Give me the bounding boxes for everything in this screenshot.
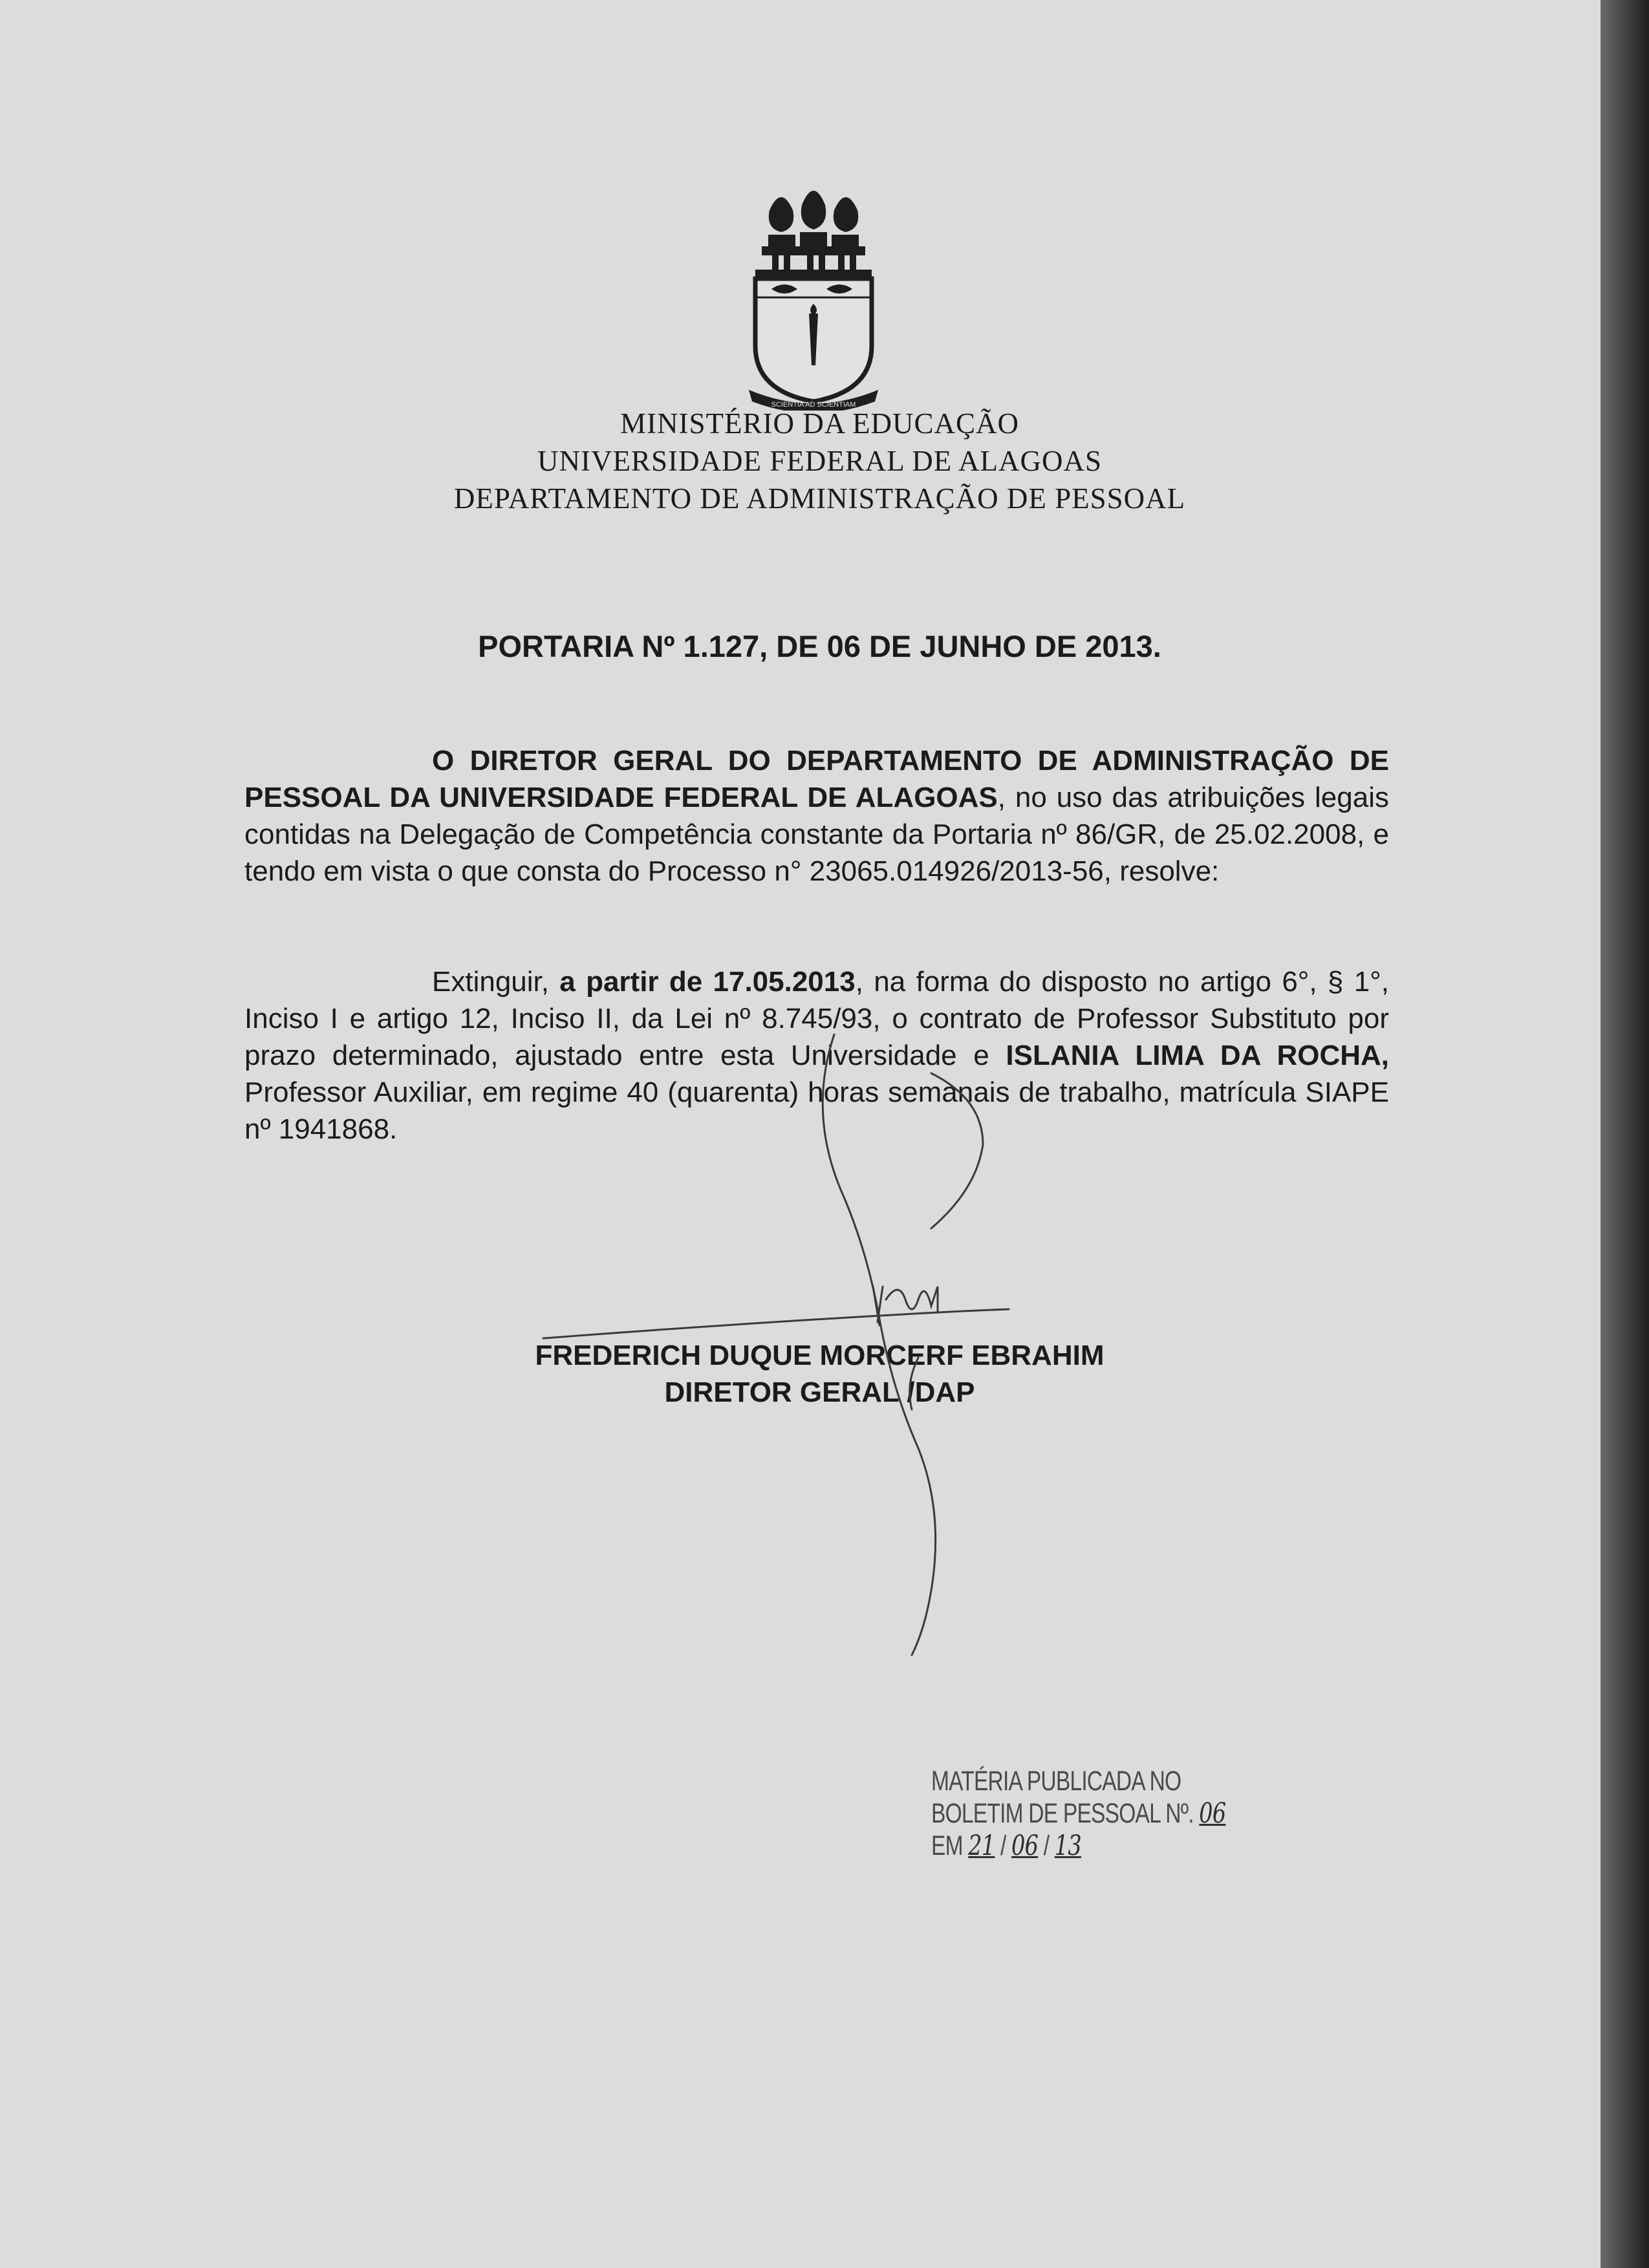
stamp-line-3: EM 21 / 06 / 13 [931,1830,1081,1862]
preamble-text: , no uso das atribuições legais contidas na Delegação de Competência constante da Portaria nº 86/GR, de 25.02.2008, e tendo em vista o que consta do Processo n° 23065.014926/2013-56, resolve: [244,782,1389,887]
stamp-bulletin-label: BOLETIM DE PESSOAL Nº. [931,1798,1194,1829]
publication-stamp [931,1765,1226,1862]
department-line: DEPARTAMENTO DE ADMINISTRAÇÃO DE PESSOAL [453,482,1186,515]
stamp-date-month: 06 [1011,1830,1039,1862]
signer-name: FREDERICH DUQUE MORCERF EBRAHIM [535,1340,1105,1371]
ministry-line: MINISTÉRIO DA EDUCAÇÃO [620,407,1019,440]
signature-block [0,1337,1600,1411]
resolution-paragraph [244,963,1389,1148]
ordinance-title: PORTARIA Nº 1.127, DE 06 DE JUNHO DE 2013. [478,629,1161,663]
stamp-bulletin-number: 06 [1199,1797,1226,1830]
institution-header [0,405,1600,517]
resolution-text-2: , na forma do disposto no artigo 6°, § 1°, Inciso I e artigo 12, Inciso II, da Lei nº 8.745/93, o contrato de Professor Substituto por prazo determinado, ajustado entre esta Universidade e [244,966,1389,1071]
preamble-paragraph [244,742,1389,890]
university-crest-icon [742,184,885,411]
resolution-text-3: Professor Auxiliar, em regime 40 (quarenta) horas semanais de trabalho, matrícula SIAPE nº 1941868. [244,1076,1389,1145]
stamp-line-1: MATÉRIA PUBLICADA NO [931,1766,1181,1797]
effective-date: a partir de 17.05.2013 [559,966,856,998]
crest-motto: SCIENTIA AD SCIENTIAM [771,401,856,409]
preamble-bold-lead: O DIRETOR GERAL DO DEPARTAMENTO DE ADMINISTRAÇÃO DE PESSOAL DA UNIVERSIDADE FEDERAL DE ALAGOAS [244,745,1389,813]
stamp-date-year: 13 [1054,1830,1081,1862]
scan-edge-shadow [1600,0,1649,2268]
resolution-text-1: Extinguir, [432,966,560,998]
stamp-date-label: EM [931,1830,963,1861]
employee-name: ISLANIA LIMA DA ROCHA, [1006,1040,1390,1071]
signer-role: DIRETOR GERAL /DAP [664,1376,975,1408]
stamp-date-day: 21 [968,1830,995,1862]
university-line: UNIVERSIDADE FEDERAL DE ALAGOAS [537,445,1103,477]
stamp-line-2 [931,1797,1226,1830]
